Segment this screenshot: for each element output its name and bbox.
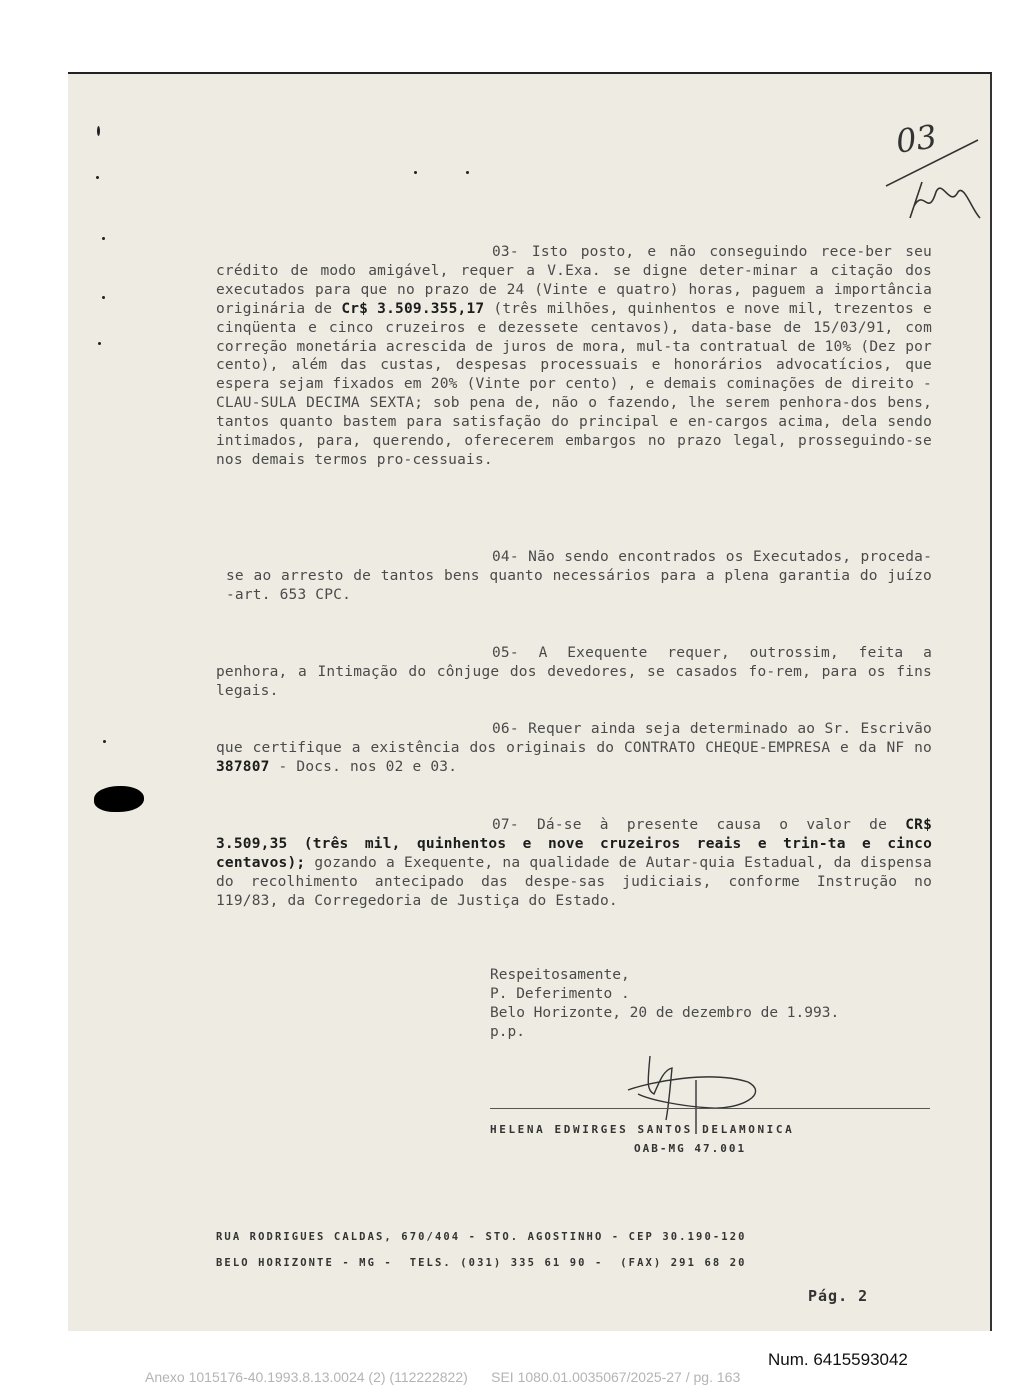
margin-speck (103, 740, 106, 743)
paragraph-text: (três milhões, quinhentos e nove mil, trezentos e cinqüenta e cinco cruzeiros e dezessete centavos), data-base de 15/03/91, com correção monetária acrescida de juros de mora, mul-ta contratual de 10% (Dez por cento), além das custas, despesas processuais e honorários advocatícios, que espera sejam fixados em 20% (Vinte por cento) , e demais cominações de direito - CLAU-SULA DECIMA SEXTA; sob pena de, não o fazendo, lhe serem penhora-dos bens, tantos quanto bastem para satisfação do principal e en-cargos acima, dela sendo intimados, para, querendo, oferecerem embargos no prazo legal, prosseguindo-se nos demais termos pro-cessuais. (216, 300, 941, 468)
paragraph-text: gozando a Exequente, na qualidade de Autar-quia Estadual, da dispensa do recolhimento antecipado das despe-sas judiciais, conforme Instrução no 119/83, da Corregedoria de Justiça do Estado. (216, 854, 941, 909)
paragraph-number: 07- (492, 817, 519, 833)
margin-speck (466, 171, 469, 174)
signatory-name: HELENA EDWIRGES SANTOS DELAMONICA (490, 1123, 795, 1136)
margin-speck (102, 296, 105, 299)
annex-reference: Anexo 1015176-40.1993.8.13.0024 (2) (112222822) (145, 1369, 468, 1385)
margin-speck (96, 176, 99, 179)
paragraph-text: Requer ainda seja determinado ao Sr. Escrivão que certifique a existência dos originais do CONTRATO CHEQUE-EMPRESA e da NF no (216, 721, 941, 756)
paragraph-text: Não sendo encontrados os Executados, proceda-se ao arresto de tantos bens quanto necessários para a plena garantia do juízo -art. 653 CPC. (226, 549, 941, 603)
invoice-number: 387807 (216, 758, 270, 775)
paragraph-07 (216, 816, 941, 911)
paragraph-text: Dá-se à presente causa o valor de (536, 817, 906, 833)
paragraph-number: 03- (492, 244, 519, 260)
closing-line: P. Deferimento . (490, 986, 630, 1002)
signatory-oab: OAB-MG 47.001 (634, 1142, 747, 1155)
closing-line: p.p. (490, 1024, 525, 1040)
margin-speck (97, 126, 100, 136)
claim-amount: Cr$ 3.509.355,17 (341, 300, 485, 317)
annex-stamp (145, 1369, 740, 1385)
case-value: CR$ 3.509,35 (três mil, quinhentos e nove cruzeiros reais e trin-ta e cinco centavos); (216, 817, 941, 871)
margin-speck (414, 171, 417, 174)
paragraph-05 (216, 644, 941, 701)
footer-address: RUA RODRIGUES CALDAS, 670/404 - STO. AGOSTINHO - CEP 30.190-120 (216, 1231, 747, 1243)
document-number-stamp: Num. 6415593042 (768, 1350, 908, 1369)
paragraph-text: Isto posto, e não conseguindo rece-ber seu crédito de modo amigável, requer a V.Exa. se digne deter-minar a citação dos executados para que no prazo de 24 (Vinte e quatro) horas, paguem a importância originária de (216, 244, 941, 317)
paragraph-text: - Docs. nos 02 e 03. (269, 758, 458, 775)
footer-phones: BELO HORIZONTE - MG - TELS. (031) 335 61 90 - (FAX) 291 68 20 (216, 1257, 747, 1269)
margin-speck (98, 342, 101, 345)
signature-line (490, 1108, 930, 1109)
closing-line: Respeitosamente, (490, 967, 630, 983)
folio-number: 03 (893, 117, 940, 161)
paragraph-04 (226, 548, 941, 605)
margin-speck (102, 237, 105, 240)
paragraph-number: 04- (492, 549, 519, 565)
sei-reference: SEI 1080.01.0035067/2025-27 / pg. 163 (491, 1369, 741, 1385)
paragraph-number: 05- (492, 645, 519, 661)
closing-block (490, 966, 839, 1042)
paragraph-03 (216, 243, 941, 470)
paragraph-number: 06- (492, 721, 519, 737)
closing-line: Belo Horizonte, 20 de dezembro de 1.993. (490, 1005, 840, 1021)
page-number: Pág. 2 (808, 1287, 869, 1305)
folio-initials-icon (880, 118, 990, 228)
ink-blot (94, 786, 144, 812)
folio-handwriting (880, 118, 990, 228)
paragraph-06 (216, 720, 941, 777)
paragraph-text: A Exequente requer, outrossim, feita a penhora, a Intimação do cônjuge dos devedores, se casados fo-rem, para os fins legais. (216, 645, 941, 699)
